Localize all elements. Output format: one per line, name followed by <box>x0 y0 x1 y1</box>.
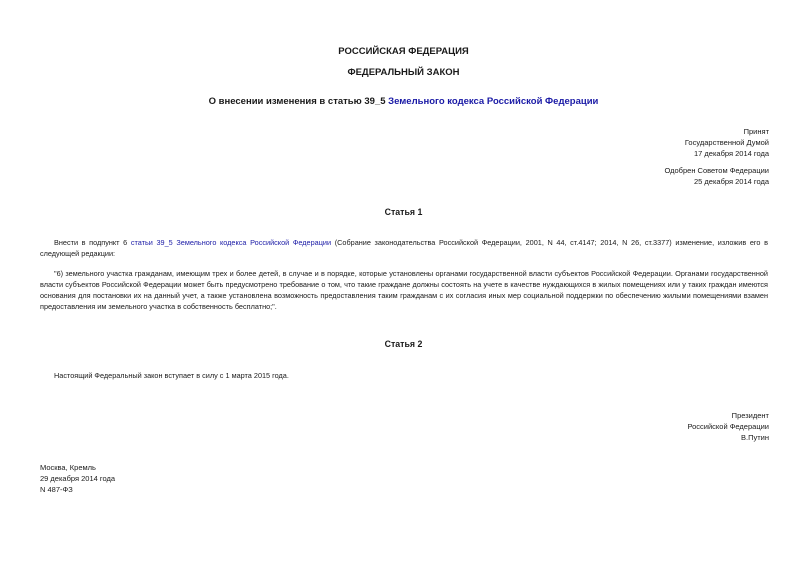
signature-position: Президент <box>731 411 769 420</box>
footer-block <box>40 462 115 495</box>
footer-place: Москва, Кремль <box>40 463 96 472</box>
article2-text: Настоящий Федеральный закон вступает в силу с 1 марта 2015 года. <box>54 371 289 380</box>
signature-name: В.Путин <box>741 433 769 442</box>
country-heading: РОССИЙСКАЯ ФЕДЕРАЦИЯ <box>338 46 469 57</box>
approval-block <box>664 165 769 187</box>
article2-heading: Статья 2 <box>384 339 423 349</box>
signature-country: Российской Федерации <box>687 422 769 431</box>
article1-quote: "6) земельного участка гражданам, имеющим трех и более детей, в случае и в порядке, которые установлены органами государственной власти субъектов Российской Федерации. Органами государственной власти субъектов Российской Федерации может быть предусмотрено требование о том, что такие граждане должны состоять на учете в качестве нуждающихся в жилых помещениях или у таких граждан имеются основания для постановки их на данный учет, а также установлена возможность предоставления таким гражданам с их согласия иных мер социальной поддержки по обеспечению жилыми помещениями взамен предоставления им земельного участка в собственность бесплатно;". <box>40 269 768 311</box>
footer-number: N 487-ФЗ <box>40 485 73 494</box>
duma-label: Государственной Думой <box>684 138 769 147</box>
accepted-label: Принят <box>743 127 769 136</box>
land-code-link[interactable]: Земельного кодекса Российской Федерации <box>388 96 599 107</box>
accepted-date: 17 декабря 2014 года <box>693 149 769 158</box>
article1-intro-prefix: Внести в подпункт 6 <box>54 238 131 247</box>
law-title-prefix: О внесении изменения в статью 39_5 <box>208 96 389 107</box>
article1-heading: Статья 1 <box>384 207 423 217</box>
approved-label: Одобрен Советом Федерации <box>664 166 769 175</box>
article1-intro <box>40 237 768 259</box>
article-39-5-link[interactable]: статьи 39_5 Земельного кодекса Российской Федерации <box>130 238 332 247</box>
doc-type-heading: ФЕДЕРАЛЬНЫЙ ЗАКОН <box>347 67 460 78</box>
approved-date: 25 декабря 2014 года <box>693 177 769 186</box>
law-title <box>0 96 807 107</box>
article1-intro-suffix: (Собрание законодательства Российской Федерации, 2001, N 44, ст.4147; 2014, N 26, ст.3377) изменение, изложив его в следующей редакции: <box>40 238 768 258</box>
adoption-block <box>685 126 769 159</box>
footer-date: 29 декабря 2014 года <box>40 474 116 483</box>
signature-block <box>687 410 769 443</box>
